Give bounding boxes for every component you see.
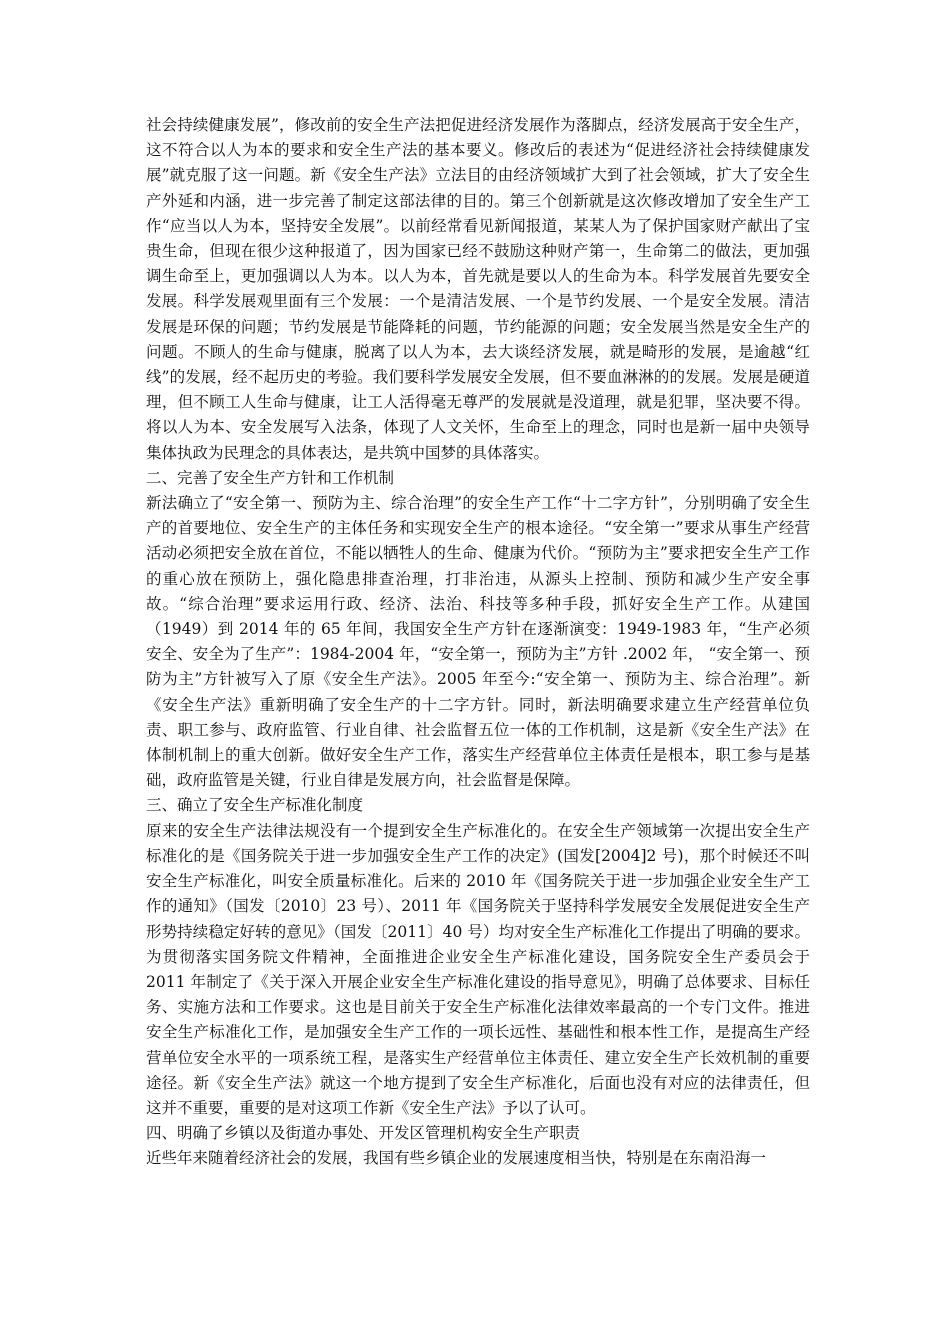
document-page [146,113,810,1172]
body-paragraph: 社会持续健康发展”，修改前的安全生产法把促进经济发展作为落脚点，经济发展高于安全生产，这不符合以人为本的要求和安全生产法的基本要义。修改后的表述为“促进经济社会持续健康发展”就克服了这一问题。新《安全生产法》立法目的由经济领域扩大到了社会领域，扩大了安全生产外延和内涵，进一步完善了制定这部法律的目的。第三个创新就是这次修改增加了安全生产工作“应当以人为本，坚持安全发展”。以前经常看见新闻报道，某某人为了保护国家财产献出了宝贵生命，但现在很少这种报道了，因为国家已经不鼓励这种财产第一，生命第二的做法，更加强调生命至上，更加强调以人为本。以人为本，首先就是要以人的生命为本。科学发展首先要安全发展。科学发展观里面有三个发展：一个是清洁发展、一个是节约发展、一个是安全发展。清洁发展是环保的问题；节约发展是节能降耗的问题，节约能源的问题；安全发展当然是安全生产的问题。不顾人的生命与健康，脱离了以人为本，去大谈经济发展，就是畸形的发展，是逾越“红线”的发展，经不起历史的考验。我们要科学发展安全发展，但不要血淋淋的的发展。发展是硬道理，但不顾工人生命与健康，让工人活得毫无尊严的发展就是没道理，就是犯罪，坚决要不得。将以人为本、安全发展写入法条，体现了人文关怀，生命至上的理念，同时也是新一届中央领导集体执政为民理念的具体表达，是共筑中国梦的具体落实。 [146,116,810,462]
section-heading: 三、确立了安全生产标准化制度 [146,796,364,815]
section-heading: 四、明确了乡镇以及街道办事处、开发区管理机构安全生产职责 [146,1124,581,1143]
body-paragraph: 新法确立了“安全第一、预防为主、综合治理”的安全生产工作“十二字方针”，分别明确了安全生产的首要地位、安全生产的主体任务和实现安全生产的根本途径。“安全第一”要求从事生产经营活动必须把安全放在首位，不能以牺牲人的生命、健康为代价。“预防为主”要求把安全生产工作的重心放在预防上，强化隐患排查治理，打非治违，从源头上控制、预防和减少生产安全事故。“综合治理”要求运用行政、经济、法治、科技等多种手段，抓好安全生产工作。从建国（1949）到 2014 年的 65 年间，我国安全生产方针在逐渐演变：1949-1983 年，“生产必须安全、安全为了生产”：1984-2004 年，“安全第一，预防为主”方针 .2002 年， “安全第一、预防为主”方针被写入了原《安全生产法》。2005 年至今:“安全第一、预防为主、综合治理”。新《安全生产法》重新明确了安全生产的十二字方针。同时，新法明确要求建立生产经营单位负责、职工参与、政府监管、行业自律、社会监督五位一体的工作机制，这是新《安全生产法》在体制机制上的重大创新。做好安全生产工作，落实生产经营单位主体责任是根本，职工参与是基础，政府监管是关键，行业自律是发展方向，社会监督是保障。 [146,494,810,790]
body-paragraph: 近些年来随着经济社会的发展，我国有些乡镇企业的发展速度相当快，特别是在东南沿海一 [146,1149,767,1168]
body-paragraph: 原来的安全生产法律法规没有一个提到安全生产标准化的。在安全生产领域第一次提出安全生产标准化的是《国务院关于进一步加强安全生产工作的决定》(国发[2004]2 号)，那个时候还不叫安全生产标准化，叫安全质量标准化。后来的 2010 年《国务院关于进一步加强企业安全生产工作的通知》（国发〔2010〕23 号）、2011 年《国务院关于坚持科学发展安全发展促进安全生产形势持续稳定好转的意见》（国发〔2011〕40 号）均对安全生产标准化工作提出了明确的要求。为贯彻落实国务院文件精神，全面推进企业安全生产标准化建设，国务院安全生产委员会于 2011 年制定了《关于深入开展企业安全生产标准化建设的指导意见》，明确了总体要求、目标任务、实施方法和工作要求。这也是目前关于安全生产标准化法律效率最高的一个专门文件。推进安全生产标准化工作，是加强安全生产工作的一项长远性、基础性和根本性工作，是提高生产经营单位安全水平的一项系统工程，是落实生产经营单位主体责任、建立安全生产长效机制的重要途径。新《安全生产法》就这一个地方提到了安全生产标准化，后面也没有对应的法律责任，但这并不重要，重要的是对这项工作新《安全生产法》予以了认可。 [146,821,810,1117]
section-heading: 二、完善了安全生产方针和工作机制 [146,468,395,487]
